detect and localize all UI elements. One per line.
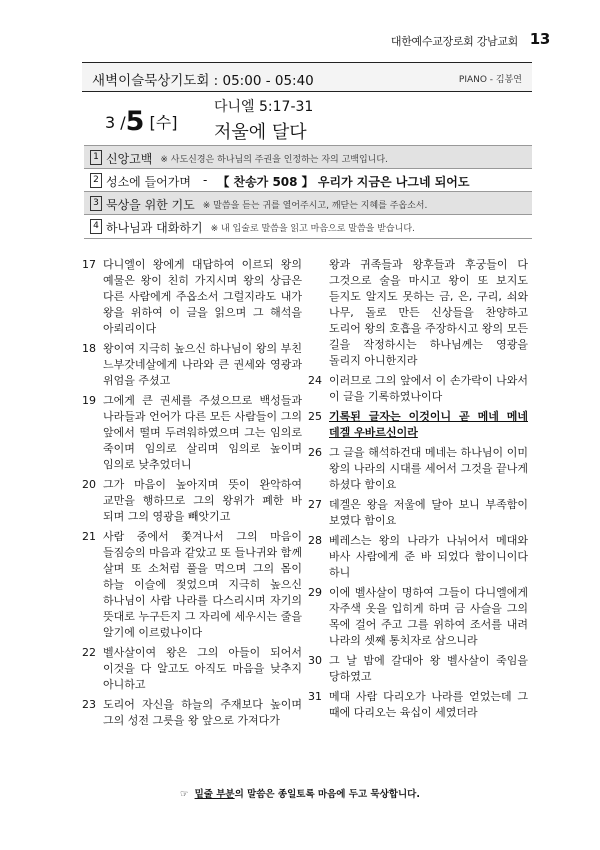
verse-17 — [82, 257, 302, 337]
section-confession — [84, 146, 532, 168]
verse-number: 21 — [82, 530, 96, 543]
section-separator: - — [202, 173, 208, 187]
verse-text: 이러므로 그의 앞에서 이 손가락이 나와서 이 글을 기록하였나이다 — [329, 374, 528, 403]
verse-number: 28 — [308, 534, 322, 547]
footer-underlined: 밑줄 부분 — [194, 789, 235, 800]
verse-text: 데겔은 왕을 저울에 달아 보니 부족함이 보였다 함이요 — [329, 498, 528, 527]
verse-number: 25 — [308, 410, 322, 423]
verse-text: 벨사살이여 왕은 그의 아들이 되어서 이것을 다 알고도 아직도 마음을 낮추지 아니하고 — [103, 646, 302, 691]
verse-31 — [308, 689, 528, 721]
verse-26 — [308, 445, 528, 493]
verse-text: 그에게 큰 권세를 주셨으므로 백성들과 나라들과 언어가 다른 모든 사람들이 그의 앞에서 떨며 두려워하였으며 그는 임의로 죽이며 임의로 살리며 임의로 높이며 임의로 낮추었더니 — [103, 394, 302, 471]
verse-number: 30 — [308, 654, 322, 667]
verse-30 — [308, 653, 528, 685]
date-day: 5 — [125, 106, 145, 137]
hymn-title: 【 찬송가 508 】 우리가 지금은 나그네 되어도 — [217, 175, 470, 189]
verse-text: 다니엘이 왕에게 대답하여 이르되 왕의 예물은 왕이 친히 가지시며 왕의 상급은 다른 사람에게 주옵소서 그럴지라도 내가 왕을 위하여 이 글을 읽으며 그 해석을 아뢰리이다 — [103, 258, 302, 335]
date-weekday: [수] — [149, 113, 178, 132]
page-number: 13 — [529, 30, 550, 48]
section-prayer — [84, 192, 532, 214]
verse-text: 왕과 귀족들과 왕후들과 후궁들이 다 그것으로 술을 마시고 왕이 또 보지도 듣지도 알지도 못하는 금, 은, 구리, 쇠와 나무, 돌로 만든 신상들을 찬양하고 도리어 왕의 호흡을 주장하시고 왕의 모든 길을 작정하시는 하나님께는 영광을 돌리지 아니한지라 — [329, 258, 528, 367]
section-note: ※ 사도신경은 하나님의 주권을 인정하는 자의 고백입니다. — [160, 155, 388, 165]
verse-20 — [82, 477, 302, 525]
section-number-box: 2 — [90, 173, 102, 188]
verse-21 — [82, 529, 302, 641]
service-bar — [82, 62, 532, 92]
verse-number: 22 — [82, 646, 96, 659]
verse-24 — [308, 373, 528, 405]
scripture-reference: 다니엘 5:17-31 — [214, 99, 314, 115]
section-label: 성소에 들어가며 — [106, 175, 191, 189]
verse-text: 베레스는 왕의 나라가 나뉘어서 메대와 바사 사람에게 준 바 되었다 함이니이다 하니 — [329, 534, 528, 579]
section-dialogue — [84, 215, 532, 237]
footer-text: 의 말씀은 종일토록 마음에 두고 묵상합니다. — [234, 789, 420, 800]
verse-23 — [82, 697, 302, 729]
pointing-hand-icon: ☞ — [180, 789, 189, 800]
verse-25-highlighted — [308, 409, 528, 441]
date-month: 3 / — [105, 113, 126, 132]
verse-23-continued — [308, 257, 528, 369]
section-label: 묵상을 위한 기도 — [106, 198, 195, 212]
verse-text: 그가 마음이 높아지며 뜻이 완악하여 교만을 행하므로 그의 왕위가 폐한 바 되며 그의 영광을 빼앗기고 — [103, 478, 302, 523]
section-note: ※ 내 입술로 말씀을 읽고 마음으로 말씀을 받습니다. — [210, 224, 415, 234]
verse-19 — [82, 393, 302, 473]
divider — [84, 238, 532, 239]
verse-number: 27 — [308, 498, 322, 511]
verses-right-column — [308, 257, 528, 725]
verse-number: 23 — [82, 698, 96, 711]
section-number-box: 1 — [90, 150, 102, 165]
verse-text: 왕이여 지극히 높으신 하나님이 왕의 부친 느부갓네살에게 나라와 큰 권세와 영광과 위엄을 주셨고 — [103, 342, 302, 387]
section-label: 하나님과 대화하기 — [106, 221, 203, 235]
page-header — [390, 30, 550, 49]
sermon-title: 저울에 달다 — [214, 122, 307, 143]
section-hymn — [84, 169, 532, 191]
section-note: ※ 말씀을 듣는 귀를 열어주시고, 깨닫는 지혜를 주옵소서. — [202, 201, 428, 211]
verse-text: 이에 벨사살이 명하여 그들이 다니엘에게 자주색 옷을 입히게 하며 금 사슬을 그의 목에 걸어 주고 그를 위하여 조서를 내려 나라의 셋째 통치자로 삼으니라 — [329, 586, 528, 647]
verse-22 — [82, 645, 302, 693]
verse-text: 그 날 밤에 갈대아 왕 벨사살이 죽임을 당하였고 — [329, 654, 528, 683]
verse-27 — [308, 497, 528, 529]
service-title: 새벽이슬묵상기도회 : 05:00 - 05:40 — [92, 73, 314, 89]
church-name: 대한예수교장로회 강남교회 — [390, 35, 518, 48]
verse-number: 29 — [308, 586, 322, 599]
verse-number: 24 — [308, 374, 322, 387]
verse-28 — [308, 533, 528, 581]
verse-number: 18 — [82, 342, 96, 355]
date — [105, 106, 178, 137]
verse-text: 그 글을 해석하건대 메네는 하나님이 이미 왕의 나라의 시대를 세어서 그것을 끝나게 하셨다 함이요 — [329, 446, 528, 491]
verse-number: 20 — [82, 478, 96, 491]
verse-number: 31 — [308, 690, 322, 703]
verses-left-column — [82, 257, 302, 733]
verse-text: 사람 중에서 쫓겨나서 그의 마음이 들짐승의 마음과 같았고 또 들나귀와 함께 살며 또 소처럼 풀을 먹으며 그의 몸이 하늘 이슬에 젖었으며 지극히 높으신 하나님이 사람 나라를 다스리시며 자기의 뜻대로 누구든지 그 자리에 세우시는 줄을 알기에 이르렀나이다 — [103, 530, 302, 639]
verse-number: 19 — [82, 394, 96, 407]
verse-number: 26 — [308, 446, 322, 459]
verse-text: 도리어 자신을 하늘의 주재보다 높이며 그의 성전 그릇을 왕 앞으로 가져다가 — [103, 698, 302, 727]
verse-18 — [82, 341, 302, 389]
verse-text: 기록된 글자는 이것이니 곧 메네 메네 데겔 우바르신이라 — [329, 410, 528, 439]
piano-credit: PIANO - 김봉연 — [458, 75, 522, 85]
section-label: 신앙고백 — [106, 152, 153, 166]
verse-29 — [308, 585, 528, 649]
verse-text: 메대 사람 다리오가 나라를 얻었는데 그 때에 다리오는 육십이 세였더라 — [329, 690, 528, 719]
section-number-box: 3 — [90, 196, 102, 211]
verse-number: 17 — [82, 258, 96, 271]
footer-note — [0, 786, 600, 800]
section-number-box: 4 — [90, 219, 102, 234]
